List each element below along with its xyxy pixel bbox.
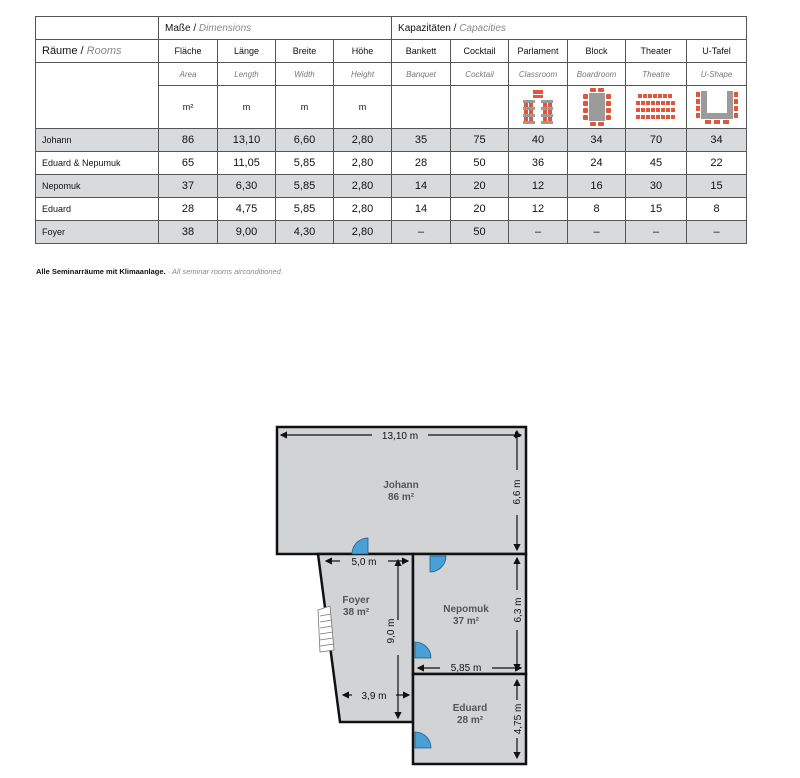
row-value-cell: 37 xyxy=(159,175,218,198)
column-header-banquet: Bankett xyxy=(392,40,451,63)
column-header-theatre: Theater xyxy=(626,40,687,63)
column-subheader-classroom: Classroom xyxy=(509,63,568,86)
capacities-group-header: Kapazitäten / Capacities xyxy=(392,17,747,40)
row-value-cell: – xyxy=(392,221,451,244)
foyer-height-label: 9,0 m xyxy=(386,618,397,644)
row-value-cell: 8 xyxy=(687,198,747,221)
column-header-classroom: Parlament xyxy=(509,40,568,63)
row-value-cell: 50 xyxy=(451,152,509,175)
footnote: Alle Seminarräume mit Klimaanlage. · All seminar rooms airconditioned. xyxy=(36,267,283,276)
column-subheader-theatre: Theatre xyxy=(626,63,687,86)
foyer-top-width-label: 5,0 m xyxy=(351,557,377,568)
row-value-cell: 24 xyxy=(568,152,626,175)
row-value-cell: – xyxy=(626,221,687,244)
column-header-area: Fläche xyxy=(159,40,218,63)
row-value-cell: 35 xyxy=(392,129,451,152)
dimensions-group-header: Maße / Dimensions xyxy=(159,17,392,40)
column-subheader-area: Area xyxy=(159,63,218,86)
row-value-cell: 22 xyxy=(687,152,747,175)
row-value-cell: 6,60 xyxy=(276,129,334,152)
row-room-name: Eduard & Nepumuk xyxy=(36,152,159,175)
row-value-cell: 11,05 xyxy=(218,152,276,175)
row-value-cell: 30 xyxy=(626,175,687,198)
row-value-cell: 65 xyxy=(159,152,218,175)
column-subheader-length: Length xyxy=(218,63,276,86)
row-value-cell: 34 xyxy=(568,129,626,152)
unit-area: m² xyxy=(159,86,218,129)
rooms-header: Räume / Rooms xyxy=(36,40,159,63)
column-header-length: Länge xyxy=(218,40,276,63)
column-subheader-u-shape: U-Shape xyxy=(687,63,747,86)
row-value-cell: 50 xyxy=(451,221,509,244)
row-value-cell: – xyxy=(568,221,626,244)
row-value-cell: 28 xyxy=(159,198,218,221)
row-value-cell: 2,80 xyxy=(334,198,392,221)
row-value-cell: 15 xyxy=(626,198,687,221)
row-value-cell: 13,10 xyxy=(218,129,276,152)
column-header-boardroom: Block xyxy=(568,40,626,63)
row-value-cell: 12 xyxy=(509,198,568,221)
row-value-cell: 16 xyxy=(568,175,626,198)
row-room-name: Eduard xyxy=(36,198,159,221)
row-value-cell: 5,85 xyxy=(276,152,334,175)
row-value-cell: 14 xyxy=(392,175,451,198)
column-header-cocktail: Cocktail xyxy=(451,40,509,63)
row-value-cell: 2,80 xyxy=(334,129,392,152)
row-value-cell: 9,00 xyxy=(218,221,276,244)
row-value-cell: 2,80 xyxy=(334,221,392,244)
row-value-cell: 8 xyxy=(568,198,626,221)
row-room-name: Foyer xyxy=(36,221,159,244)
row-value-cell: 15 xyxy=(687,175,747,198)
foyer-bottom-width-label: 3,9 m xyxy=(361,691,387,702)
row-value-cell: 4,30 xyxy=(276,221,334,244)
row-value-cell: 5,85 xyxy=(276,175,334,198)
column-header-width: Breite xyxy=(276,40,334,63)
johann-height-label: 6,6 m xyxy=(512,479,523,505)
row-value-cell: 20 xyxy=(451,175,509,198)
nepomuk-name: Nepomuk xyxy=(443,604,489,615)
foyer-name: Foyer xyxy=(342,595,370,606)
column-subheader-height: Height xyxy=(334,63,392,86)
row-value-cell: – xyxy=(509,221,568,244)
column-subheader-width: Width xyxy=(276,63,334,86)
row-value-cell: 28 xyxy=(392,152,451,175)
row-value-cell: 75 xyxy=(451,129,509,152)
column-subheader-cocktail: Cocktail xyxy=(451,63,509,86)
row-value-cell: 86 xyxy=(159,129,218,152)
row-value-cell: – xyxy=(687,221,747,244)
row-room-name: Johann xyxy=(36,129,159,152)
column-header-height: Höhe xyxy=(334,40,392,63)
nepomuk-width-label: 5,85 m xyxy=(450,663,482,674)
row-value-cell: 4,75 xyxy=(218,198,276,221)
column-subheader-banquet: Banquet xyxy=(392,63,451,86)
row-value-cell: 2,80 xyxy=(334,175,392,198)
johann-area: 86 m² xyxy=(387,492,415,503)
row-value-cell: 36 xyxy=(509,152,568,175)
row-value-cell: 12 xyxy=(509,175,568,198)
row-value-cell: 14 xyxy=(392,198,451,221)
column-header-u-shape: U-Tafel xyxy=(687,40,747,63)
unit-width: m xyxy=(276,86,334,129)
row-value-cell: 38 xyxy=(159,221,218,244)
eduard-height-label: 4,75 m xyxy=(513,703,524,735)
row-room-name: Nepomuk xyxy=(36,175,159,198)
eduard-name: Eduard xyxy=(452,703,488,714)
row-value-cell: 20 xyxy=(451,198,509,221)
johann-width-label: 13,10 m xyxy=(381,431,419,442)
row-value-cell: 34 xyxy=(687,129,747,152)
row-value-cell: 2,80 xyxy=(334,152,392,175)
row-value-cell: 45 xyxy=(626,152,687,175)
foyer-area: 38 m² xyxy=(342,607,370,618)
column-subheader-boardroom: Boardroom xyxy=(568,63,626,86)
row-value-cell: 5,85 xyxy=(276,198,334,221)
nepomuk-area: 37 m² xyxy=(452,616,480,627)
row-value-cell: 40 xyxy=(509,129,568,152)
row-value-cell: 70 xyxy=(626,129,687,152)
row-value-cell: 6,30 xyxy=(218,175,276,198)
eduard-area: 28 m² xyxy=(456,715,484,726)
unit-height: m xyxy=(334,86,392,129)
johann-name: Johann xyxy=(383,480,419,491)
unit-length: m xyxy=(218,86,276,129)
nepomuk-height-label: 6,3 m xyxy=(513,597,524,623)
